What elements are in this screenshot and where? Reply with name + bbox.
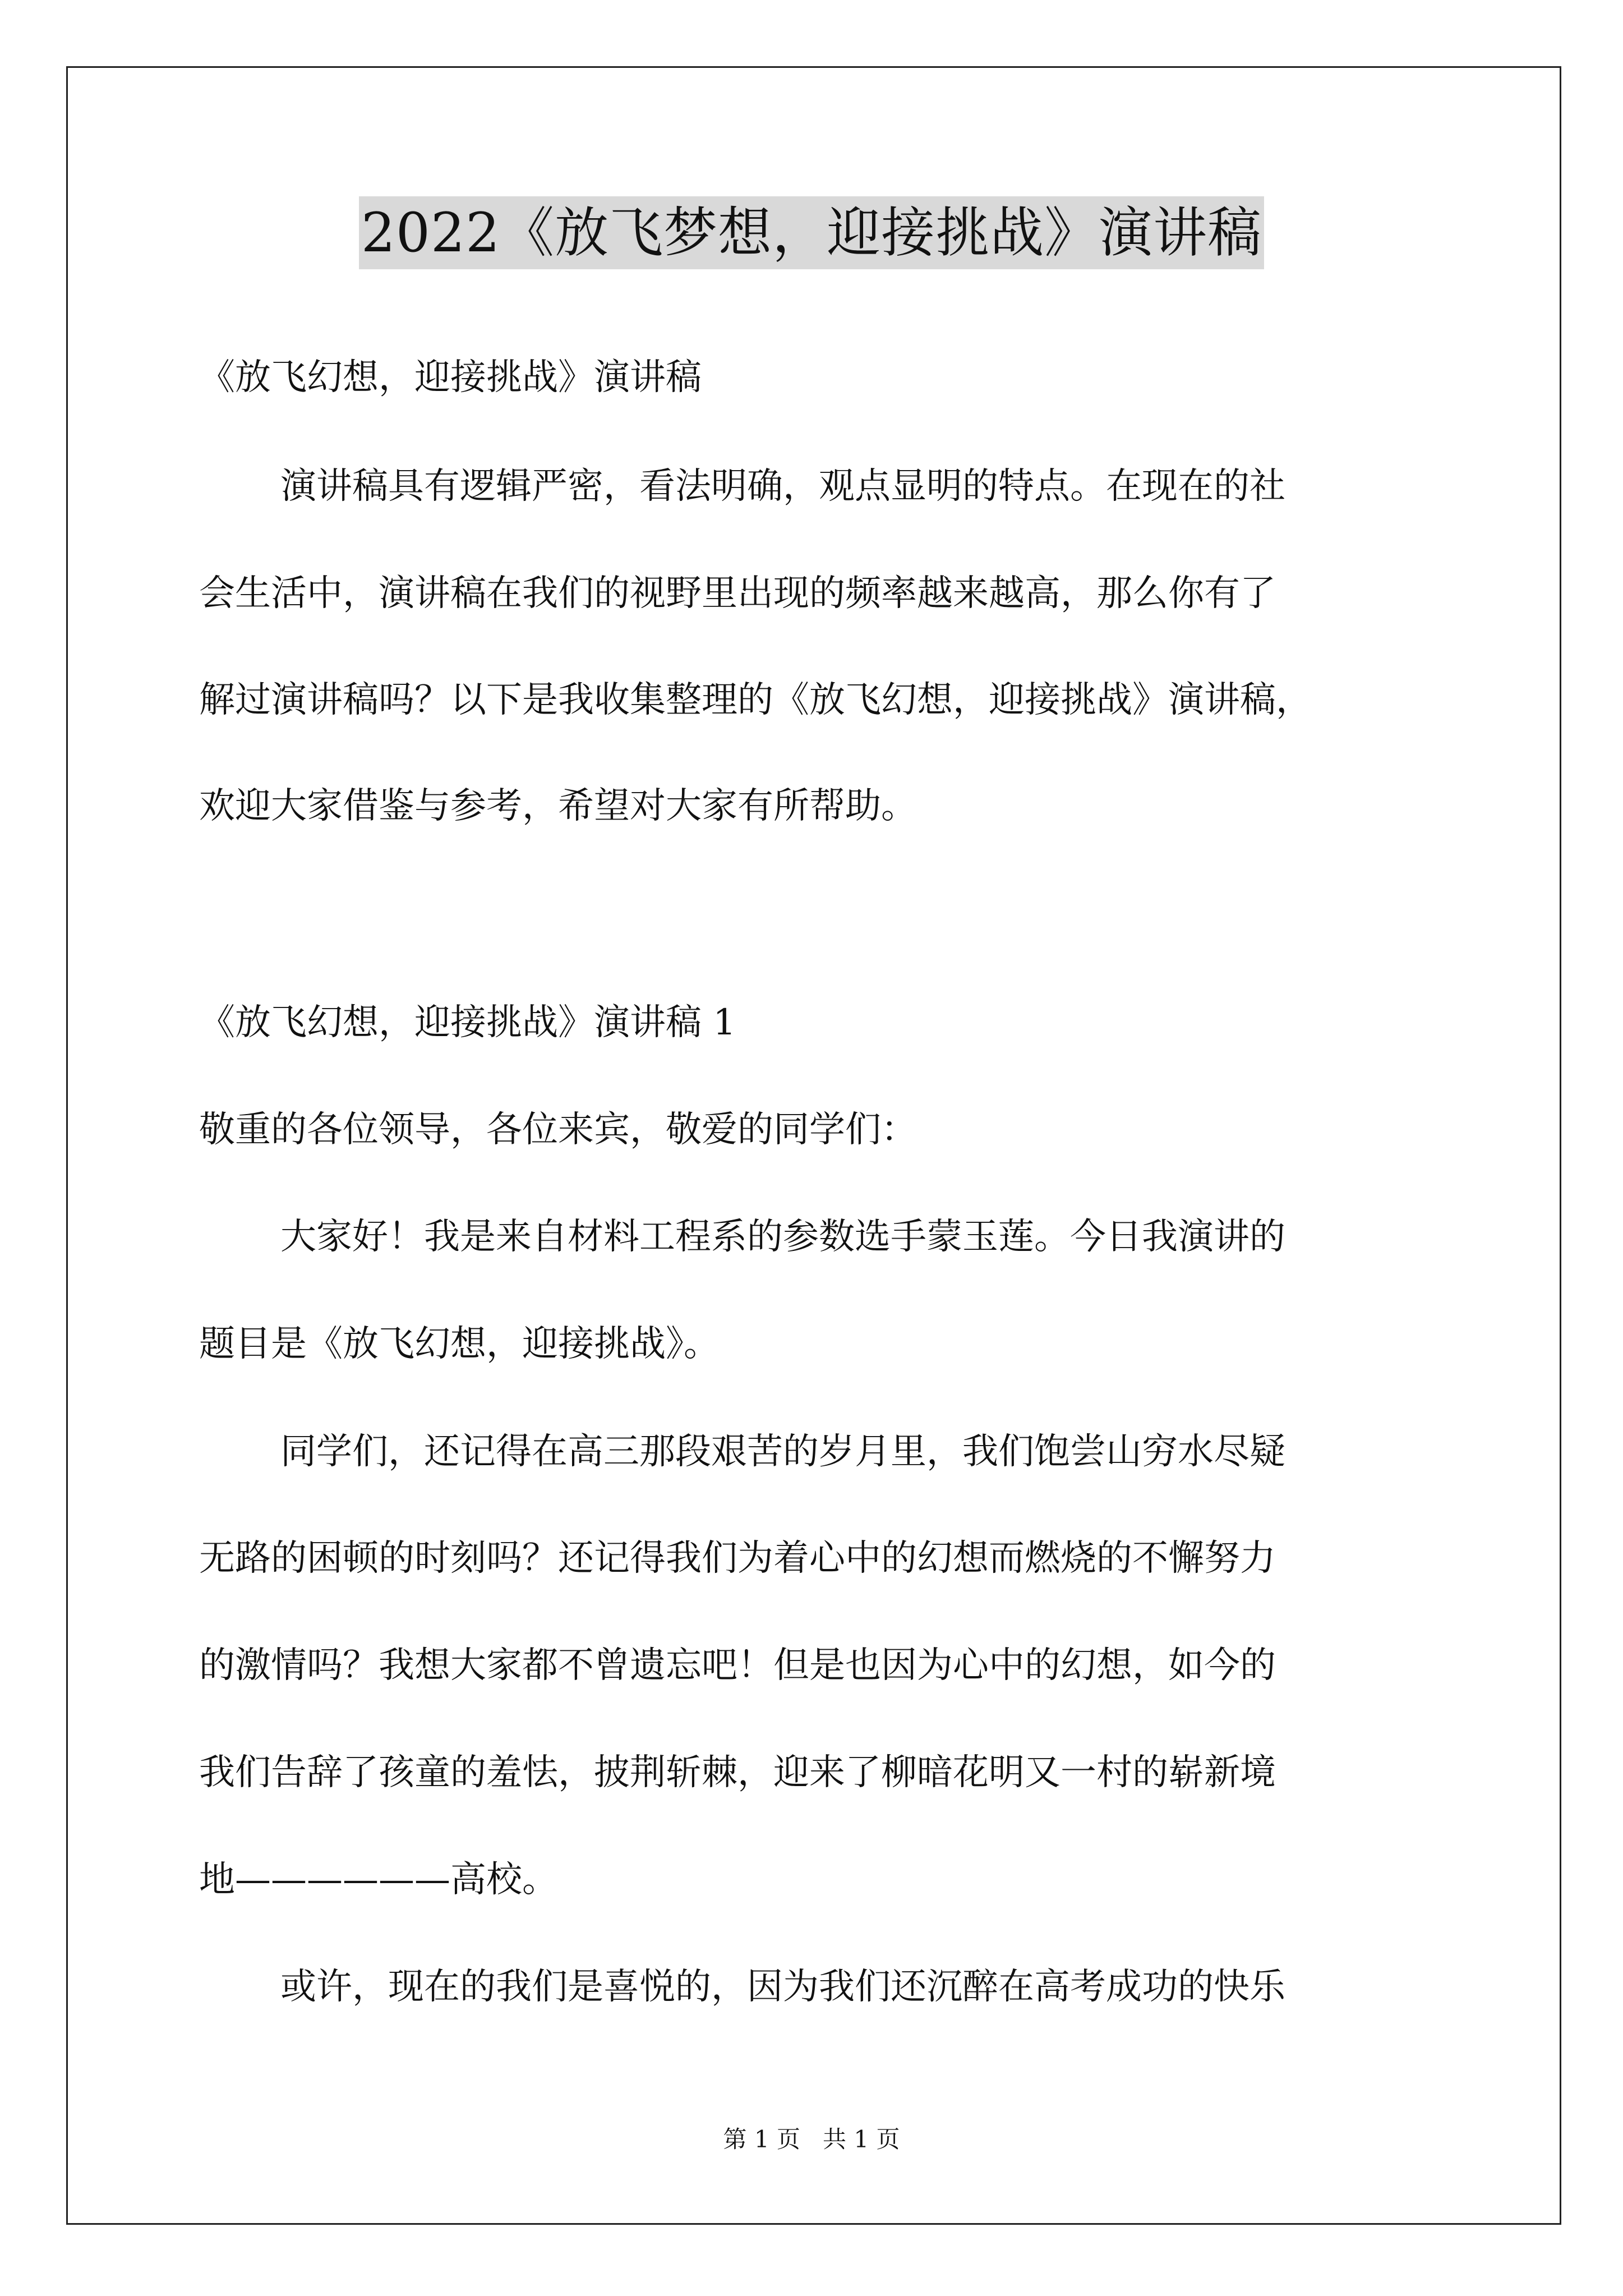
document-title [0, 196, 1623, 269]
para2-line-5: 地——————高校。 [199, 1859, 558, 1901]
para1-line-1: 大家好！我是来自材料工程系的参数选手蒙玉莲。今日我演讲的 [280, 1216, 1285, 1258]
page-footer [0, 2124, 1623, 2155]
para3-line-1: 或许，现在的我们是喜悦的，因为我们还沉醉在高考成功的快乐 [280, 1966, 1285, 2008]
intro-line-3: 解过演讲稿吗？以下是我收集整理的《放飞幻想，迎接挑战》演讲稿， [199, 679, 1312, 721]
subtitle: 《放飞幻想，迎接挑战》演讲稿 [199, 357, 702, 398]
para1-line-2: 题目是《放飞幻想，迎接挑战》。 [199, 1323, 720, 1365]
section-heading: 《放飞幻想，迎接挑战》演讲稿 1 [199, 1002, 736, 1043]
intro-line-4: 欢迎大家借鉴与参考，希望对大家有所帮助。 [199, 785, 917, 827]
para2-line-1: 同学们，还记得在高三那段艰苦的岁月里，我们饱尝山穷水尽疑 [280, 1431, 1285, 1473]
para2-line-3: 的激情吗？我想大家都不曾遗忘吧！但是也因为心中的幻想，如今的 [199, 1645, 1276, 1686]
para2-line-2: 无路的困顿的时刻吗？还记得我们为着心中的幻想而燃烧的不懈努力 [199, 1538, 1276, 1579]
para2-line-4: 我们告辞了孩童的羞怯，披荆斩棘，迎来了柳暗花明又一村的崭新境 [199, 1752, 1276, 1793]
salutation: 敬重的各位领导，各位来宾，敬爱的同学们： [199, 1109, 917, 1151]
intro-line-1: 演讲稿具有逻辑严密，看法明确，观点显明的特点。在现在的社 [280, 466, 1285, 507]
document-title-text: 2022《放飞梦想，迎接挑战》演讲稿 [359, 196, 1264, 269]
page-number-label: 第 1 页 共 1 页 [723, 2125, 900, 2153]
intro-line-2: 会生活中，演讲稿在我们的视野里出现的频率越来越高，那么你有了 [199, 573, 1276, 614]
